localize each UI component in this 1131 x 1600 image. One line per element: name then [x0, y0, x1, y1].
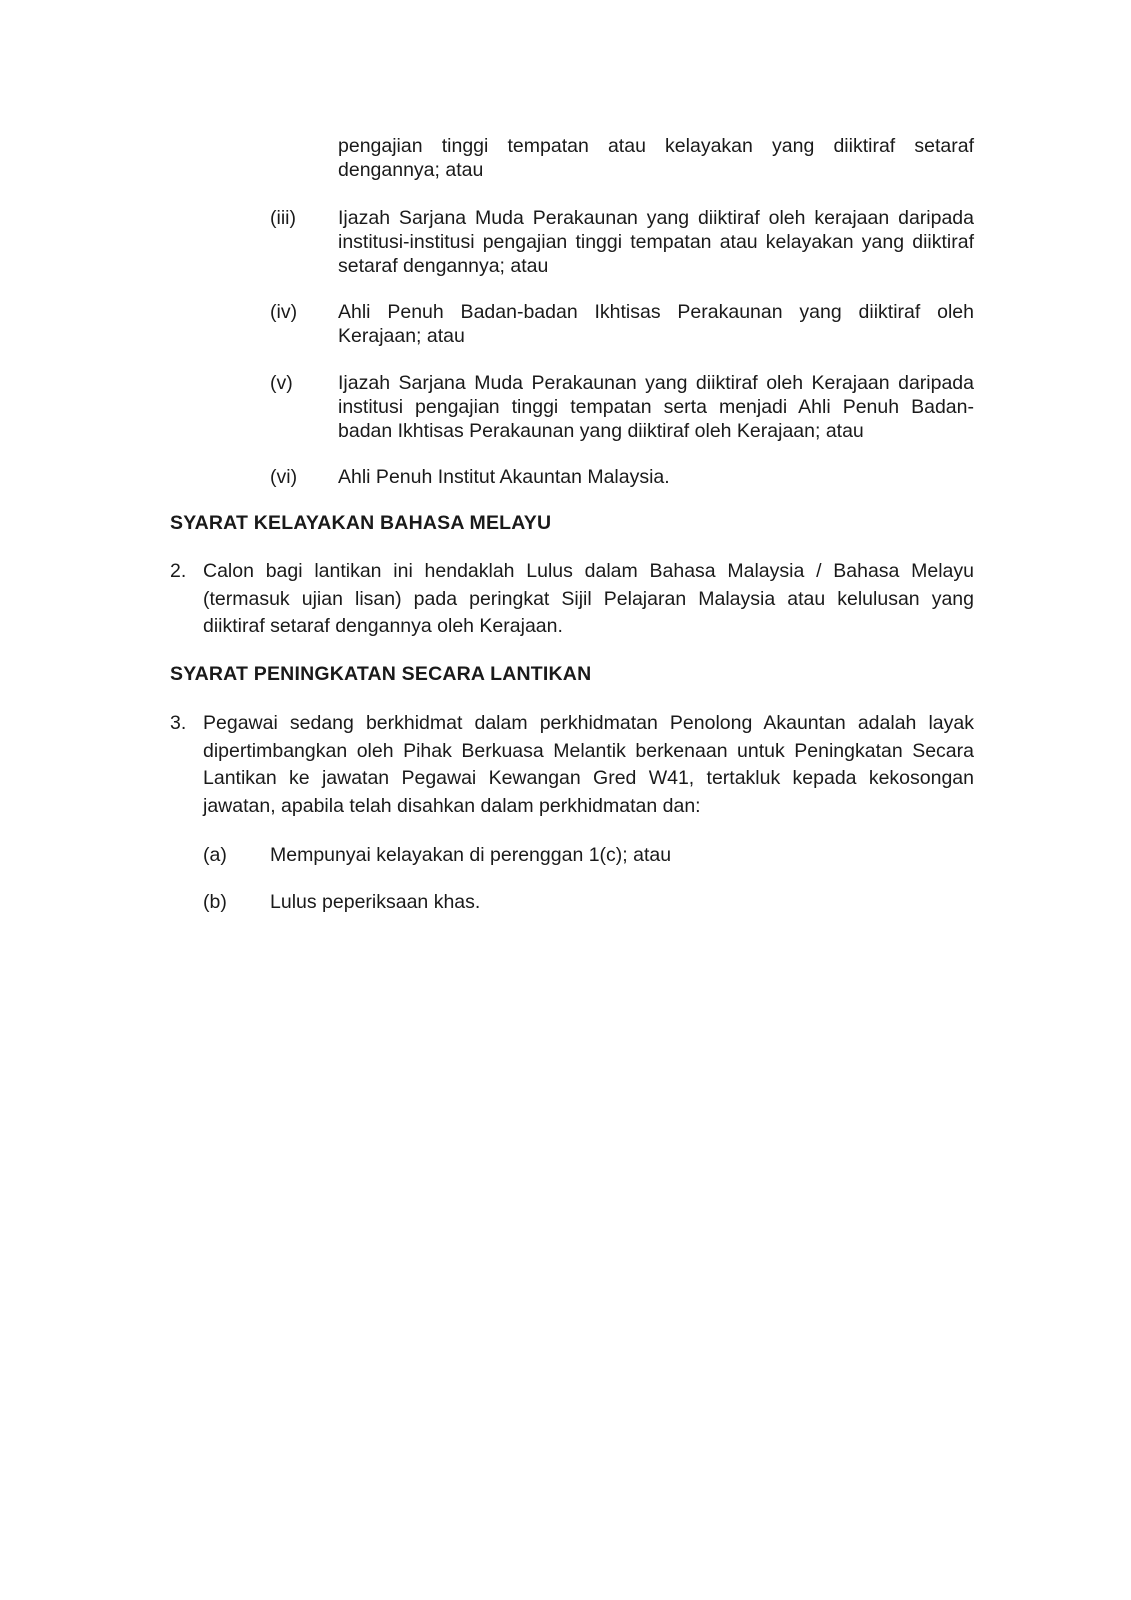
qualification-marker: (iv): [270, 301, 298, 323]
continuation-line-1: pengajian tinggi tempatan atau kelayakan yang diiktiraf setaraf: [338, 135, 974, 157]
paragraph-language-text: Calon bagi lantikan ini hendaklah Lulus dalam Bahasa Malaysia / Bahasa Melayu (termasuk ujian lisan) pada peringkat Sijil Pelajaran Malaysia atau kelulusan yang diiktiraf setaraf dengannya oleh Kerajaan.: [203, 560, 974, 637]
promotion-item-text: Mempunyai kelayakan di perenggan 1(c); atau: [270, 844, 672, 866]
section-heading-promotion: SYARAT PENINGKATAN SECARA LANTIKAN: [170, 663, 592, 685]
continuation-text: [338, 134, 974, 182]
qualification-text: Ijazah Sarjana Muda Perakaunan yang diiktiraf oleh Kerajaan daripada institusi pengajian tinggi tempatan serta menjadi Ahli Penuh Badan-badan Ikhtisas Perakaunan yang diiktiraf oleh Kerajaan; atau: [338, 372, 974, 442]
paragraph-number: 3.: [170, 712, 187, 734]
qualification-marker: (v): [270, 372, 293, 394]
promotion-item-text: Lulus peperiksaan khas.: [270, 891, 481, 913]
continuation-line-2: dengannya; atau: [338, 159, 484, 181]
paragraph-promotion-text: Pegawai sedang berkhidmat dalam perkhidmatan Penolong Akauntan adalah layak dipertimbangkan oleh Pihak Berkuasa Melantik berkenaan untuk Peningkatan Secara Lantikan ke jawatan Pegawai Kewangan Gred W41, tertakluk kepada kekosongan jawatan, apabila telah disahkan dalam perkhidmatan dan:: [203, 712, 974, 817]
qualification-text: Ahli Penuh Institut Akauntan Malaysia.: [338, 466, 670, 488]
qualification-text: Ijazah Sarjana Muda Perakaunan yang diiktiraf oleh kerajaan daripada institusi-institusi pengajian tinggi tempatan atau kelayakan yang diiktiraf setaraf dengannya; atau: [338, 207, 974, 277]
qualification-text: Ahli Penuh Badan-badan Ikhtisas Perakaunan yang diiktiraf oleh Kerajaan; atau: [338, 301, 974, 347]
promotion-item-marker: (b): [203, 891, 227, 913]
paragraph-number: 2.: [170, 560, 187, 582]
section-heading-language: SYARAT KELAYAKAN BAHASA MELAYU: [170, 512, 552, 534]
promotion-item-marker: (a): [203, 844, 227, 866]
qualification-marker: (vi): [270, 466, 298, 488]
qualification-marker: (iii): [270, 207, 296, 229]
